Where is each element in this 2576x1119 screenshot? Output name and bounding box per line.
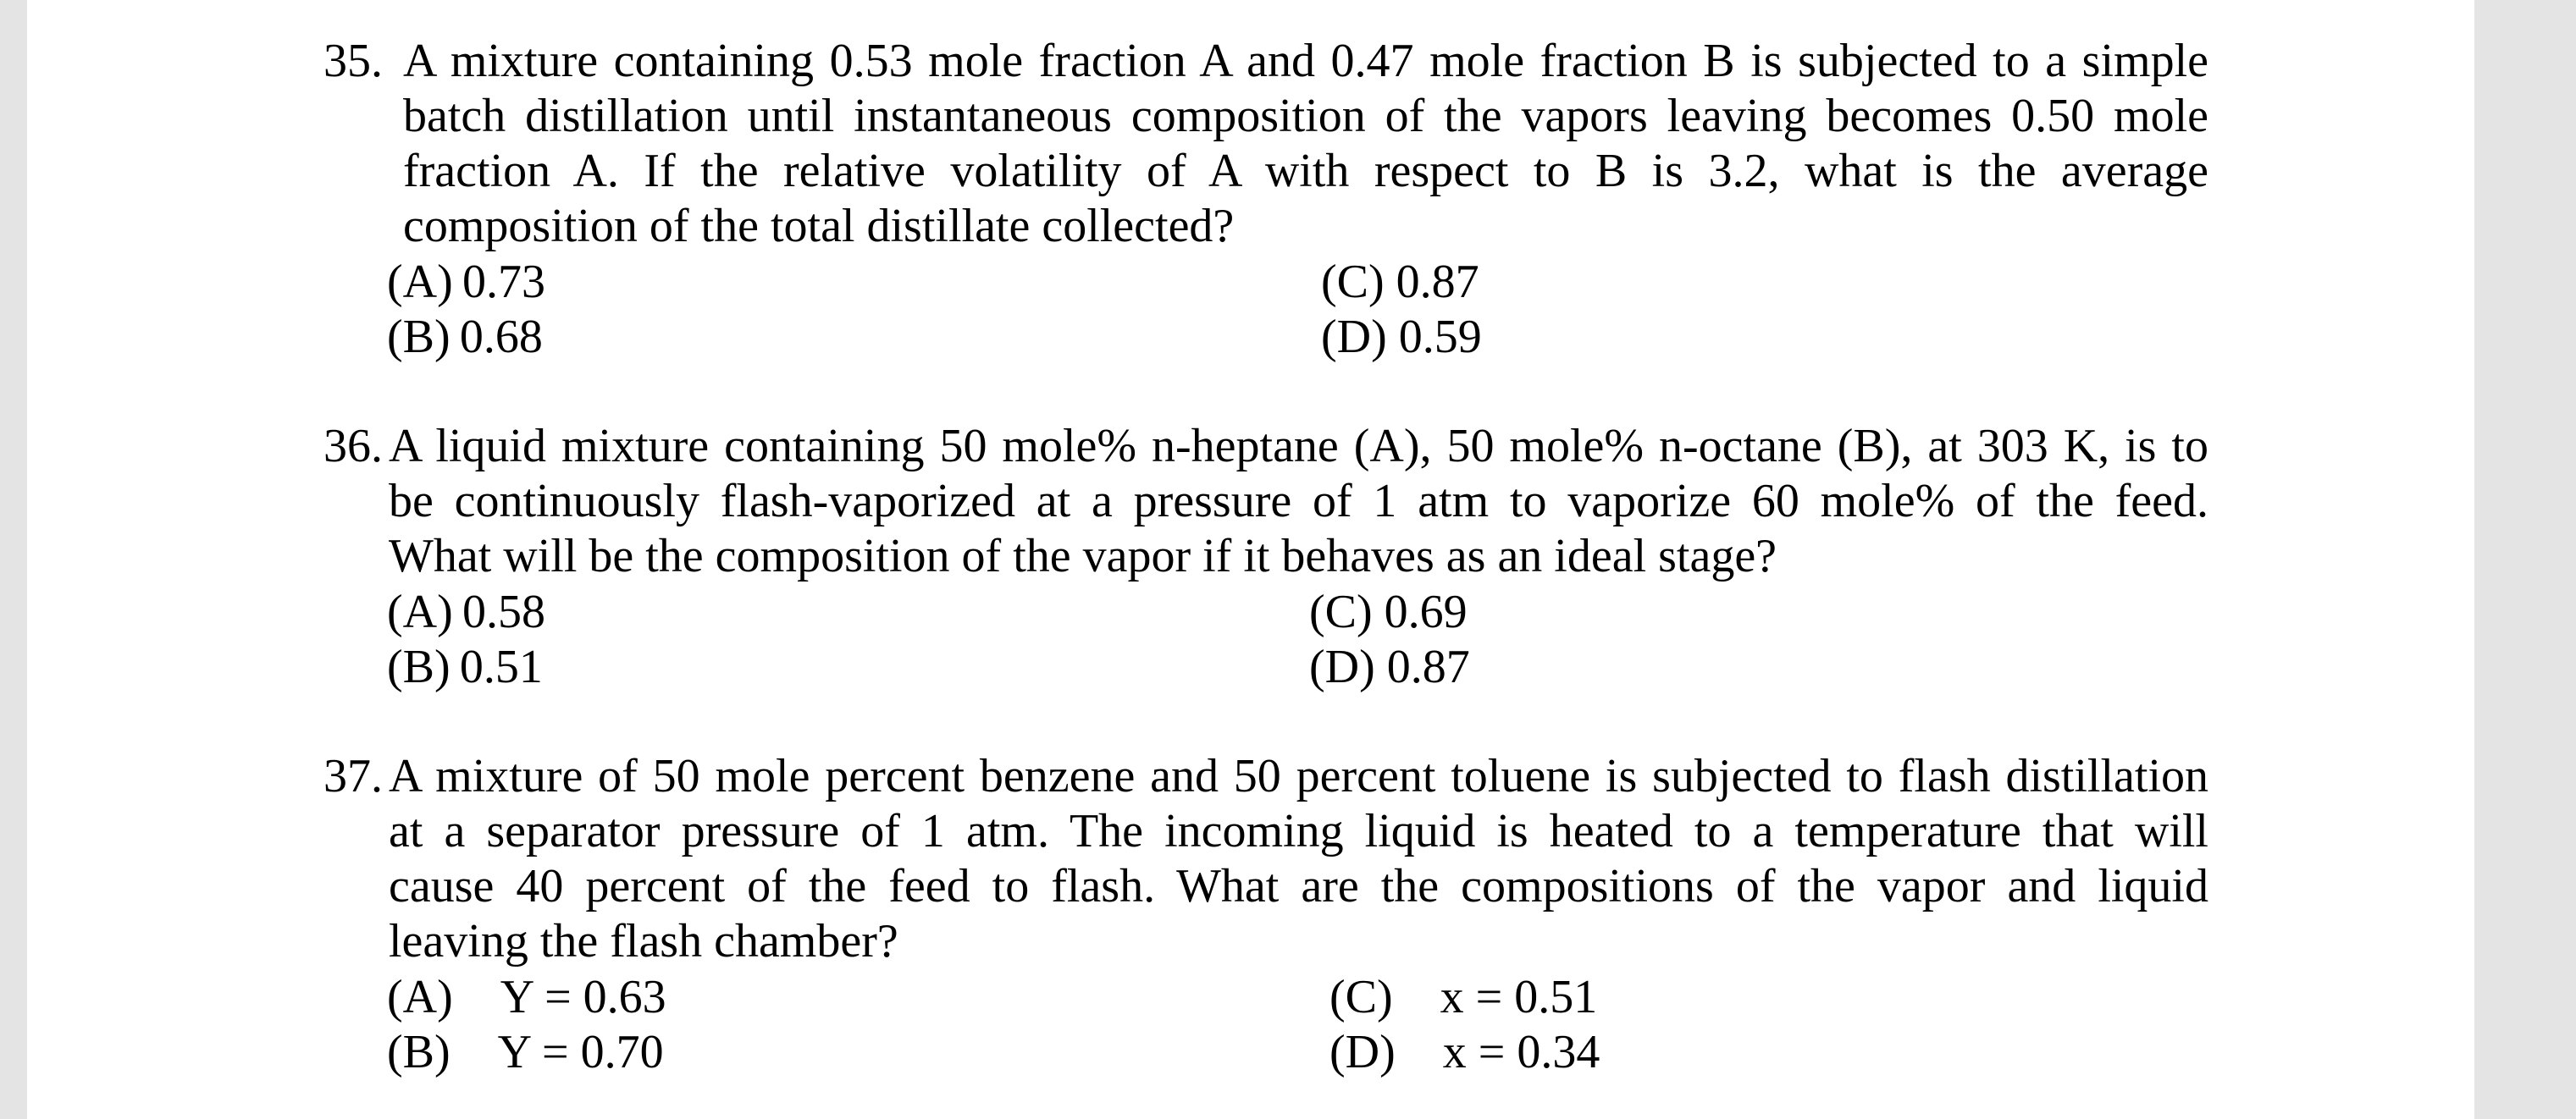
question-text-line: What will be the composition of the vapor if it behaves as an ideal stage? [389,530,1777,582]
question-text-line: be continuously flash-vaporized at a pressure of 1 atm to vaporize 60 mole% of the feed. [389,475,2208,527]
question-text-line: batch distillation until instantaneous composition of the vapors leaving becomes 0.50 mole [403,90,2208,142]
option-a[interactable]: (A) 0.73 [387,256,545,308]
option-c[interactable]: (C) x = 0.51 [1329,971,1598,1023]
question-number: 36. [323,420,383,472]
question-text-line: at a separator pressure of 1 atm. The incoming liquid is heated to a temperature that will [389,805,2208,857]
option-a[interactable]: (A) 0.58 [387,586,545,638]
question-35 [323,34,2208,254]
left-gutter [0,0,27,1119]
question-text-line: A liquid mixture containing 50 mole% n-heptane (A), 50 mole% n-octane (B), at 303 K, is to [389,420,2208,472]
document-page [27,0,2474,1119]
question-text-line: leaving the flash chamber? [389,915,898,967]
question-37 [323,749,2208,969]
question-text-line: composition of the total distillate collected? [403,200,1235,252]
option-b[interactable]: (B) 0.68 [387,311,543,363]
option-c[interactable]: (C) 0.69 [1309,586,1468,638]
option-b[interactable]: (B) 0.51 [387,641,543,693]
option-d[interactable]: (D) 0.87 [1309,641,1470,693]
right-scrollbar-gutter[interactable] [2474,0,2576,1119]
question-number: 35. [323,35,383,87]
question-36 [323,419,2208,584]
question-text-line: cause 40 percent of the feed to flash. What are the compositions of the vapor and liquid [389,860,2208,912]
question-text-line: A mixture containing 0.53 mole fraction A and 0.47 mole fraction B is subjected to a simple [403,35,2208,87]
option-d[interactable]: (D) x = 0.34 [1329,1026,1600,1078]
option-a[interactable]: (A) Y = 0.63 [387,971,666,1023]
option-c[interactable]: (C) 0.87 [1321,256,1479,308]
question-text-line: A mixture of 50 mole percent benzene and 50 percent toluene is subjected to flash distillation [389,750,2208,802]
option-d[interactable]: (D) 0.59 [1321,311,1482,363]
question-number: 37. [323,750,383,802]
question-text-line: fraction A. If the relative volatility of A with respect to B is 3.2, what is the average [403,145,2208,197]
option-b[interactable]: (B) Y = 0.70 [387,1026,664,1078]
